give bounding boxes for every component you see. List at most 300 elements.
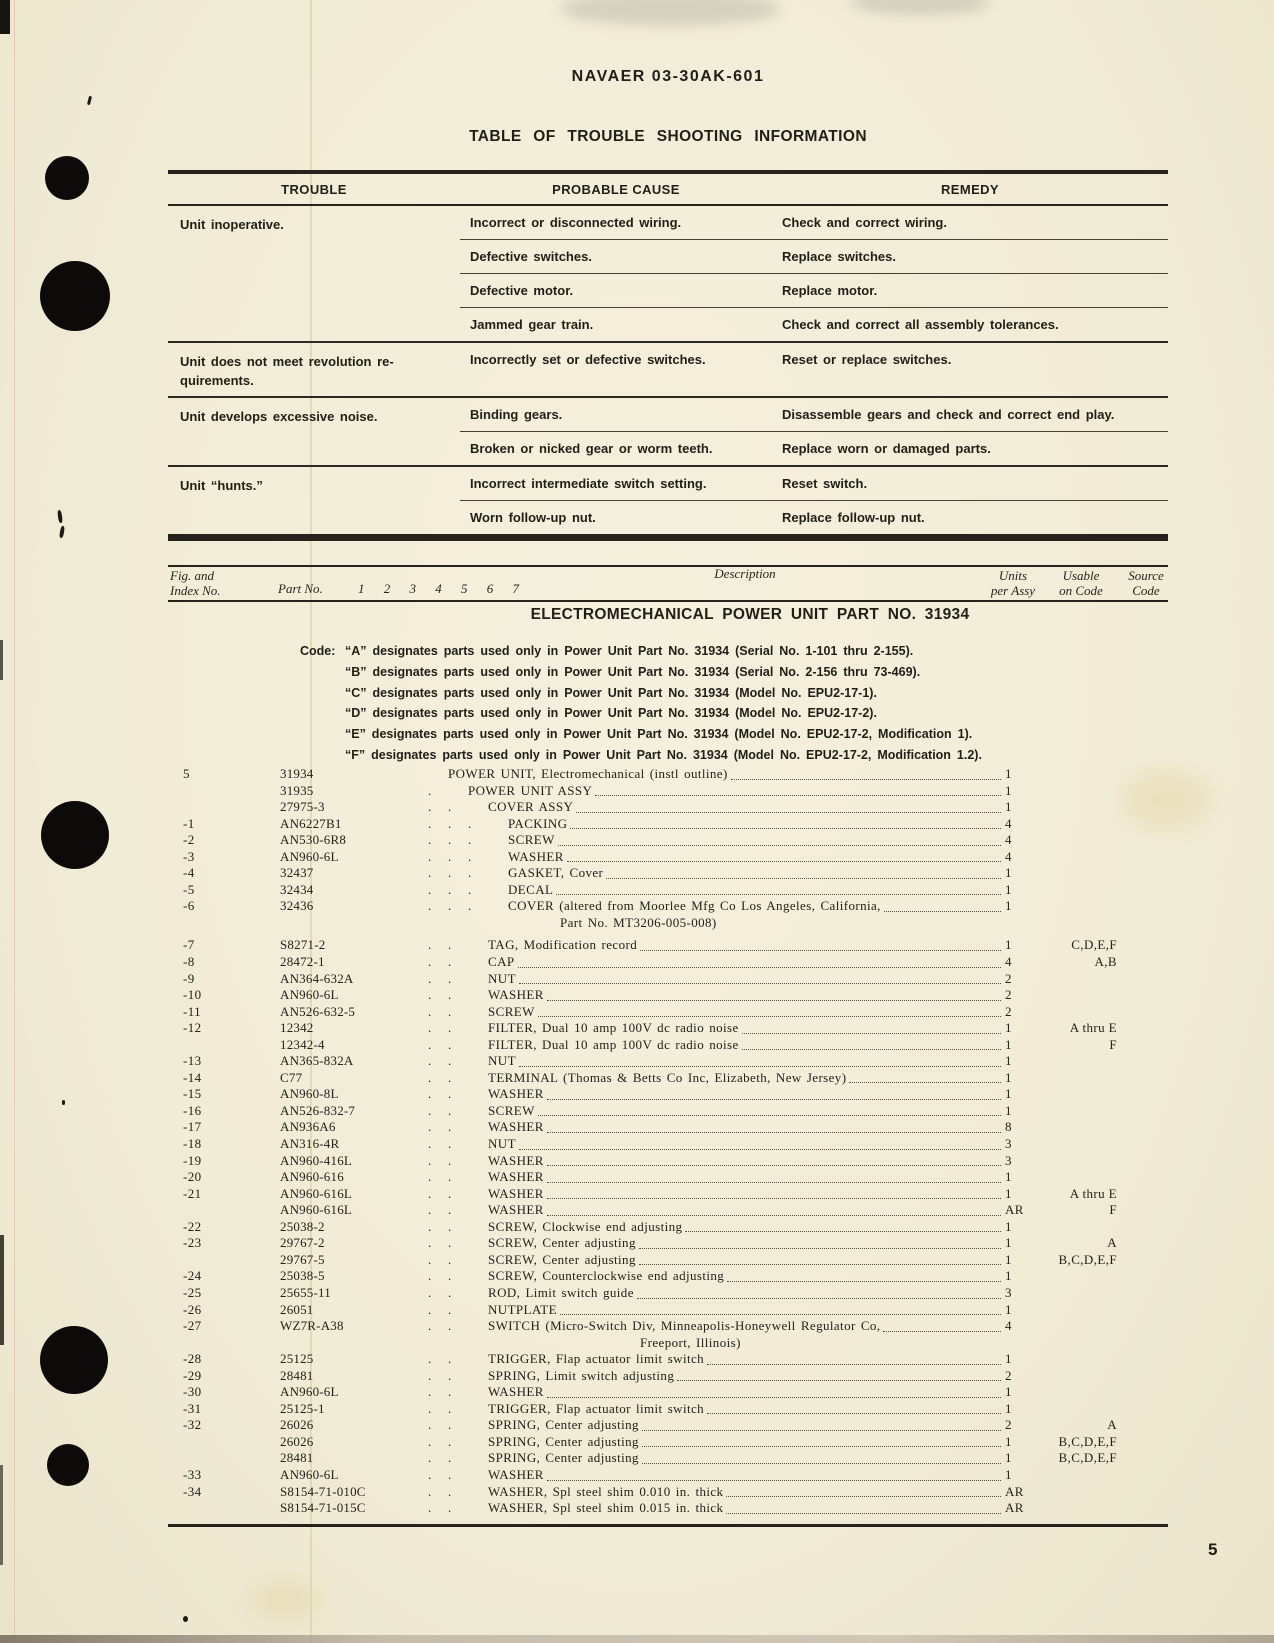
- description-text: NUT: [488, 970, 516, 986]
- part-no-cell: 32436: [280, 898, 314, 914]
- part-no-cell: 28481: [280, 1367, 314, 1383]
- cause-remedy-rows: [460, 206, 1168, 341]
- fig-index-cell: [183, 1450, 280, 1467]
- indent-dot: .: [428, 1367, 432, 1383]
- troubleshooting-body: [168, 206, 1168, 534]
- indent-dot: .: [448, 1284, 452, 1300]
- leader-dots: [547, 1467, 1001, 1481]
- code-note-text: “F” designates parts used only in Power Unit Part No. 31934 (Model No. EPU2-17-2, Modification 1.2).: [345, 747, 982, 762]
- description-text: TRIGGER, Flap actuator limit switch: [488, 1351, 705, 1367]
- leader-dots: [556, 882, 1001, 896]
- description-cell: [428, 1202, 1005, 1219]
- indent-dot: .: [448, 1185, 452, 1201]
- usable-cell: C,D,E,F: [1071, 937, 1117, 953]
- table-row: [168, 1252, 1228, 1269]
- table-row: [168, 799, 1228, 816]
- indent-dot: .: [428, 832, 432, 848]
- description-text: SPRING, Center adjusting: [488, 1417, 639, 1433]
- ink-mark: [183, 1616, 188, 1622]
- part-no-cell: 31935: [280, 782, 314, 798]
- indent-dot: .: [448, 1169, 452, 1185]
- indent-dot: .: [428, 1119, 432, 1135]
- usable-cell: [1045, 1070, 1117, 1087]
- indent-dot: .: [448, 954, 452, 970]
- remedy-cell: Disassemble gears and check and correct end play.: [782, 407, 1115, 422]
- indent-dot: .: [428, 1251, 432, 1267]
- part-no-cell: AN936A6: [280, 1119, 336, 1135]
- leader-dots: [639, 1235, 1001, 1249]
- usable-cell: [1045, 987, 1117, 1004]
- part-no-cell: S8271-2: [280, 937, 326, 953]
- troubleshooting-title: TABLE OF TROUBLE SHOOTING INFORMATION: [469, 128, 867, 145]
- description-text: DECAL: [508, 881, 554, 897]
- indent-dot: .: [428, 815, 432, 831]
- code-note-text: “B” designates parts used only in Power Unit Part No. 31934 (Serial No. 2-156 thru 73-469).: [345, 664, 921, 679]
- trouble-group: [168, 206, 1168, 343]
- indent-dot: .: [448, 1136, 452, 1152]
- indent-dot: .: [448, 881, 452, 897]
- part-no-cell: AN960-616: [280, 1169, 344, 1185]
- description-cell: [428, 1302, 1005, 1319]
- indent-dot: .: [448, 1251, 452, 1267]
- description-cell: [428, 1004, 1005, 1021]
- units-cell: 1: [1005, 1301, 1012, 1317]
- part-no-cell: 12342: [280, 1020, 314, 1036]
- parts-header-rule-top: [168, 537, 1168, 541]
- usable-cell: [1045, 1119, 1117, 1136]
- table-row: [168, 1268, 1228, 1285]
- cause-remedy-row: [460, 308, 1168, 341]
- part-no-cell: AN530-6R8: [280, 832, 347, 848]
- usable-cell: [1045, 849, 1117, 866]
- description-cell: [428, 1401, 1005, 1418]
- part-no-cell: 25125-1: [280, 1400, 325, 1416]
- units-cell: 1: [1005, 1466, 1012, 1482]
- description-text: SPRING, Center adjusting: [488, 1433, 639, 1449]
- fig-index-cell: [183, 799, 280, 816]
- code-note-text: “D” designates parts used only in Power Unit Part No. 31934 (Model No. EPU2-17-2).: [345, 706, 877, 721]
- description-text: SCREW, Center adjusting: [488, 1235, 636, 1251]
- trouble-group: [168, 467, 1168, 534]
- code-label: Code:: [300, 644, 336, 658]
- description-text: FILTER, Dual 10 amp 100V dc radio noise: [488, 1036, 739, 1052]
- description-cell: [428, 1103, 1005, 1120]
- part-no-cell: AN960-6L: [280, 1384, 339, 1400]
- usable-cell: [1045, 1086, 1117, 1103]
- section-title: ELECTROMECHANICAL POWER UNIT PART NO. 31934: [530, 606, 970, 623]
- description-text: SCREW: [488, 1102, 535, 1118]
- part-no-cell: AN960-416L: [280, 1152, 353, 1168]
- fig-index-cell: -32: [183, 1417, 202, 1433]
- usable-cell: [1045, 971, 1117, 988]
- cause-remedy-row: [460, 206, 1168, 240]
- fig-index-cell: [183, 1252, 280, 1269]
- units-cell: AR: [1005, 1483, 1024, 1499]
- ink-mark: [87, 96, 92, 105]
- description-text: WASHER, Spl steel shim 0.015 in. thick: [488, 1500, 724, 1516]
- usable-cell: [1045, 1467, 1117, 1484]
- usable-cell: B,C,D,E,F: [1058, 1251, 1117, 1267]
- description-cell: [428, 1351, 1005, 1368]
- indent-dot: .: [448, 1218, 452, 1234]
- usable-cell: [1045, 783, 1117, 800]
- part-no-cell: 12342-4: [280, 1036, 325, 1052]
- fig-index-cell: [183, 1434, 280, 1451]
- indent-dot: .: [448, 1483, 452, 1499]
- description-cell: [428, 1384, 1005, 1401]
- indent-dot: .: [448, 1367, 452, 1383]
- indent-dot: .: [428, 937, 432, 953]
- units-cell: 1: [1005, 881, 1012, 897]
- cause-cell: Worn follow-up nut.: [470, 510, 596, 525]
- indent-dot: .: [428, 782, 432, 798]
- units-cell: 4: [1005, 954, 1012, 970]
- description-cell: [428, 1086, 1005, 1103]
- leader-dots: [849, 1070, 1001, 1084]
- description-cell: [428, 1484, 1005, 1501]
- part-no-cell: 25125: [280, 1351, 314, 1367]
- indent-dot: .: [428, 1136, 432, 1152]
- code-note-line: [300, 724, 1180, 745]
- remedy-cell: Replace follow-up nut.: [782, 510, 925, 525]
- indent-dot: .: [448, 1351, 452, 1367]
- usable-cell: [1045, 1384, 1117, 1401]
- description-text: TERMINAL (Thomas & Betts Co Inc, Elizabeth, New Jersey): [488, 1069, 847, 1085]
- leader-dots: [547, 987, 1001, 1001]
- description-cell: [428, 954, 1005, 971]
- description-cell: [428, 849, 1005, 866]
- indent-dot: .: [448, 1086, 452, 1102]
- table-row: [168, 1119, 1228, 1136]
- description-cell: [428, 1119, 1005, 1136]
- column-header-description: Description: [714, 566, 776, 581]
- table-row: [168, 1285, 1228, 1302]
- trouble-cell: [168, 467, 460, 534]
- units-cell: 1: [1005, 766, 1012, 781]
- indent-dot: .: [428, 1384, 432, 1400]
- code-note-text: “A” designates parts used only in Power Unit Part No. 31934 (Serial No. 1-101 thru 2-155).: [345, 644, 914, 658]
- indent-dot: .: [448, 815, 452, 831]
- cause-cell: Jammed gear train.: [470, 317, 594, 332]
- description-cell: [428, 1037, 1005, 1054]
- leader-dots: [642, 1417, 1001, 1431]
- trouble-cell: [168, 343, 460, 396]
- part-no-cell: 25038-5: [280, 1268, 325, 1284]
- description-cell: [428, 799, 1005, 816]
- trouble-group: [168, 398, 1168, 467]
- fig-index-cell: -34: [183, 1483, 202, 1499]
- description-cell: [428, 882, 1005, 899]
- description-cell: [428, 1285, 1005, 1302]
- indent-dot: .: [428, 1301, 432, 1317]
- leader-dots: [726, 1484, 1001, 1498]
- code-note-text: “E” designates parts used only in Power Unit Part No. 31934 (Model No. EPU2-17-2, Modification 1).: [345, 727, 973, 742]
- units-cell: 1: [1005, 1086, 1012, 1102]
- part-no-cell: S8154-71-010C: [280, 1483, 366, 1499]
- part-no-cell: AN526-832-7: [280, 1102, 356, 1118]
- description-text: WASHER: [488, 1384, 544, 1400]
- leader-dots: [560, 1302, 1001, 1316]
- indent-dot: .: [428, 1169, 432, 1185]
- usable-cell: B,C,D,E,F: [1058, 1450, 1117, 1466]
- table-row: [168, 1467, 1228, 1484]
- description-cell: [428, 898, 1005, 915]
- trouble-cell: [168, 206, 460, 341]
- description-cell: [428, 1450, 1005, 1467]
- remedy-cell: Reset or replace switches.: [782, 352, 952, 367]
- units-cell: 1: [1005, 1053, 1012, 1069]
- table-row: [168, 1434, 1228, 1451]
- leader-dots: [707, 1401, 1001, 1415]
- troubleshooting-table: [168, 170, 1168, 537]
- units-cell: 3: [1005, 1136, 1012, 1152]
- description-text: Freeport, Illinois): [640, 1334, 741, 1350]
- leader-dots: [570, 816, 1001, 830]
- indent-dot: .: [428, 1069, 432, 1085]
- units-cell: 2: [1005, 1417, 1012, 1433]
- units-cell: 1: [1005, 1251, 1012, 1267]
- trouble-group: [168, 343, 1168, 398]
- punch-mark: [45, 156, 89, 200]
- description-text: POWER UNIT ASSY: [468, 782, 593, 798]
- scan-edge-top-left: [0, 0, 10, 34]
- fig-index-cell: [183, 1202, 280, 1219]
- table-row: [168, 1169, 1228, 1186]
- parts-rows: [168, 766, 1228, 1517]
- units-cell: 1: [1005, 1235, 1012, 1251]
- units-cell: 3: [1005, 1284, 1012, 1300]
- parts-header-rule-bottom: [168, 600, 1168, 602]
- ink-mark: [57, 510, 63, 523]
- leader-dots: [685, 1219, 1001, 1233]
- leader-dots: [547, 1153, 1001, 1167]
- usable-cell: B,C,D,E,F: [1058, 1433, 1117, 1449]
- description-cell: [428, 1434, 1005, 1451]
- part-no-cell: 26026: [280, 1433, 314, 1449]
- indent-dot: .: [468, 815, 472, 831]
- fig-index-cell: -1: [183, 815, 195, 831]
- description-cell: [428, 1186, 1005, 1203]
- description-cell: [428, 1219, 1005, 1236]
- indent-dot: .: [448, 1268, 452, 1284]
- part-no-cell: AN960-6L: [280, 987, 339, 1003]
- indent-dot: .: [448, 1003, 452, 1019]
- leader-dots: [884, 898, 1001, 912]
- usable-cell: [1045, 1500, 1117, 1517]
- units-cell: AR: [1005, 1500, 1024, 1516]
- units-cell: 1: [1005, 1036, 1012, 1052]
- scan-edge-left-3: [0, 1465, 3, 1565]
- indent-dot: .: [428, 799, 432, 815]
- description-continuation: [428, 915, 1137, 932]
- cause-cell: Defective switches.: [470, 249, 592, 264]
- leader-dots: [606, 865, 1001, 879]
- indent-dot: .: [428, 1466, 432, 1482]
- description-text: WASHER: [488, 1152, 544, 1168]
- leader-dots: [726, 1500, 1001, 1514]
- remedy-cell: Replace switches.: [782, 249, 896, 264]
- units-cell: 1: [1005, 1384, 1012, 1400]
- table-row: [168, 1004, 1228, 1021]
- leader-dots: [727, 1268, 1001, 1282]
- indent-dot: .: [448, 1053, 452, 1069]
- description-cell: [428, 816, 1005, 833]
- usable-cell: [1045, 882, 1117, 899]
- fig-index-cell: -14: [183, 1069, 202, 1085]
- description-text: SCREW: [488, 1003, 535, 1019]
- fig-index-cell: -15: [183, 1086, 202, 1102]
- cause-cell: Incorrect intermediate switch setting.: [470, 476, 707, 491]
- leader-dots: [547, 1186, 1001, 1200]
- trouble-text: Unit develops excessive noise.: [180, 409, 378, 424]
- cause-remedy-rows: [460, 398, 1168, 465]
- indent-dot: .: [428, 1433, 432, 1449]
- description-cell: [428, 865, 1005, 882]
- indent-dot: .: [428, 1086, 432, 1102]
- fig-index-cell: -20: [183, 1169, 202, 1185]
- indent-dot: .: [448, 1400, 452, 1416]
- table-row: [168, 766, 1228, 783]
- table-row-continuation: [168, 1335, 1228, 1352]
- fig-index-cell: -6: [183, 898, 195, 914]
- table-row: [168, 1302, 1228, 1319]
- indent-dot: .: [448, 898, 452, 914]
- units-cell: 1: [1005, 865, 1012, 881]
- description-cell: [428, 766, 1005, 783]
- table-row: [168, 1401, 1228, 1418]
- usable-cell: A,B: [1094, 954, 1117, 970]
- description-text: NUTPLATE: [488, 1301, 557, 1317]
- description-text: SCREW, Clockwise end adjusting: [488, 1218, 683, 1234]
- table-row: [168, 1086, 1228, 1103]
- indent-dot: .: [428, 1417, 432, 1433]
- description-text: SCREW: [508, 832, 555, 848]
- indent-dot: .: [448, 937, 452, 953]
- indent-dot: .: [448, 987, 452, 1003]
- leader-dots: [742, 1020, 1001, 1034]
- trouble-text: Unit does not meet revolution re-: [180, 354, 394, 369]
- fig-index-cell: -24: [183, 1268, 202, 1284]
- fig-index-cell: -19: [183, 1152, 202, 1168]
- table-row: [168, 1318, 1228, 1335]
- usable-cell: [1045, 1004, 1117, 1021]
- part-no-cell: 31934: [280, 766, 314, 781]
- cause-remedy-row: [460, 343, 1168, 396]
- part-no-cell: AN365-832A: [280, 1053, 354, 1069]
- description-text: PACKING: [508, 815, 568, 831]
- fig-index-cell: -29: [183, 1367, 202, 1383]
- column-header-fig-index: Fig. and Index No.: [170, 568, 221, 598]
- indent-dot: .: [428, 1450, 432, 1466]
- units-cell: 3: [1005, 1152, 1012, 1168]
- description-cell: [428, 1417, 1005, 1434]
- leader-dots: [547, 1086, 1001, 1100]
- ink-mark: [62, 1100, 65, 1105]
- fig-index-cell: -33: [183, 1466, 202, 1482]
- table-row: [168, 1450, 1228, 1467]
- column-header-usable: Usable on Code: [1059, 568, 1103, 598]
- table-row: [168, 987, 1228, 1004]
- table-row: [168, 1020, 1228, 1037]
- leader-dots: [742, 1037, 1001, 1051]
- table-row: [168, 1153, 1228, 1170]
- description-text: Part No. MT3206-005-008): [560, 914, 717, 930]
- description-cell: [428, 783, 1005, 800]
- usable-cell: [1045, 1368, 1117, 1385]
- part-no-cell: 28481: [280, 1450, 314, 1466]
- table-row: [168, 865, 1228, 882]
- ink-mark: [59, 526, 65, 539]
- leader-dots: [558, 832, 1001, 846]
- description-cell: [428, 1053, 1005, 1070]
- part-no-cell: 32434: [280, 881, 314, 897]
- indent-dot: .: [428, 987, 432, 1003]
- table-row: [168, 1136, 1228, 1153]
- description-cell: [428, 1136, 1005, 1153]
- part-no-cell: AN960-6L: [280, 848, 339, 864]
- part-no-cell: AN960-616L: [280, 1185, 353, 1201]
- code-note-line: [300, 683, 1180, 704]
- indent-dot: .: [448, 1384, 452, 1400]
- code-note-line: [300, 745, 1180, 766]
- indent-dot: .: [428, 970, 432, 986]
- table-row-continuation: [168, 915, 1228, 932]
- indent-dot: .: [448, 1235, 452, 1251]
- description-cell: [428, 832, 1005, 849]
- part-no-cell: 25038-2: [280, 1218, 325, 1234]
- units-cell: 1: [1005, 898, 1012, 914]
- description-text: WASHER: [488, 987, 544, 1003]
- leader-dots: [519, 971, 1001, 985]
- fig-index-cell: -17: [183, 1119, 202, 1135]
- description-text: COVER (altered from Moorlee Mfg Co Los Angeles, California,: [508, 898, 881, 914]
- fig-index-cell: -18: [183, 1136, 202, 1152]
- table-row: [168, 1484, 1228, 1501]
- cause-remedy-row: [460, 467, 1168, 501]
- leader-dots: [637, 1285, 1001, 1299]
- trouble-text: quirements.: [180, 373, 254, 388]
- description-cell: [428, 1268, 1005, 1285]
- part-no-cell: AN960-6L: [280, 1466, 339, 1482]
- description-text: WASHER: [508, 848, 564, 864]
- cause-remedy-row: [460, 398, 1168, 432]
- usable-cell: A thru E: [1069, 1185, 1117, 1201]
- description-text: TAG, Modification record: [488, 937, 638, 953]
- indent-dot: .: [428, 1020, 432, 1036]
- indent-dot: .: [448, 1417, 452, 1433]
- indent-dot: .: [428, 1152, 432, 1168]
- indent-dot: .: [448, 1102, 452, 1118]
- description-text: WASHER: [488, 1086, 544, 1102]
- description-text: NUT: [488, 1136, 516, 1152]
- fig-index-cell: [183, 1037, 280, 1054]
- indent-dot: .: [448, 1020, 452, 1036]
- cause-remedy-row: [460, 501, 1168, 534]
- page-number: 5: [1208, 1540, 1218, 1559]
- fig-index-cell: -16: [183, 1102, 202, 1118]
- trouble-text: Unit inoperative.: [180, 217, 284, 232]
- troubleshooting-header-row: [168, 174, 1168, 206]
- description-text: CAP: [488, 954, 515, 970]
- leader-dots: [576, 799, 1001, 813]
- description-text: GASKET, Cover: [508, 865, 604, 881]
- fig-index-cell: 5: [183, 766, 190, 781]
- indent-dot: .: [428, 1102, 432, 1118]
- fig-index-cell: -2: [183, 832, 195, 848]
- table-row: [168, 1219, 1228, 1236]
- indent-dot: .: [448, 832, 452, 848]
- description-text: SCREW, Counterclockwise end adjusting: [488, 1268, 725, 1284]
